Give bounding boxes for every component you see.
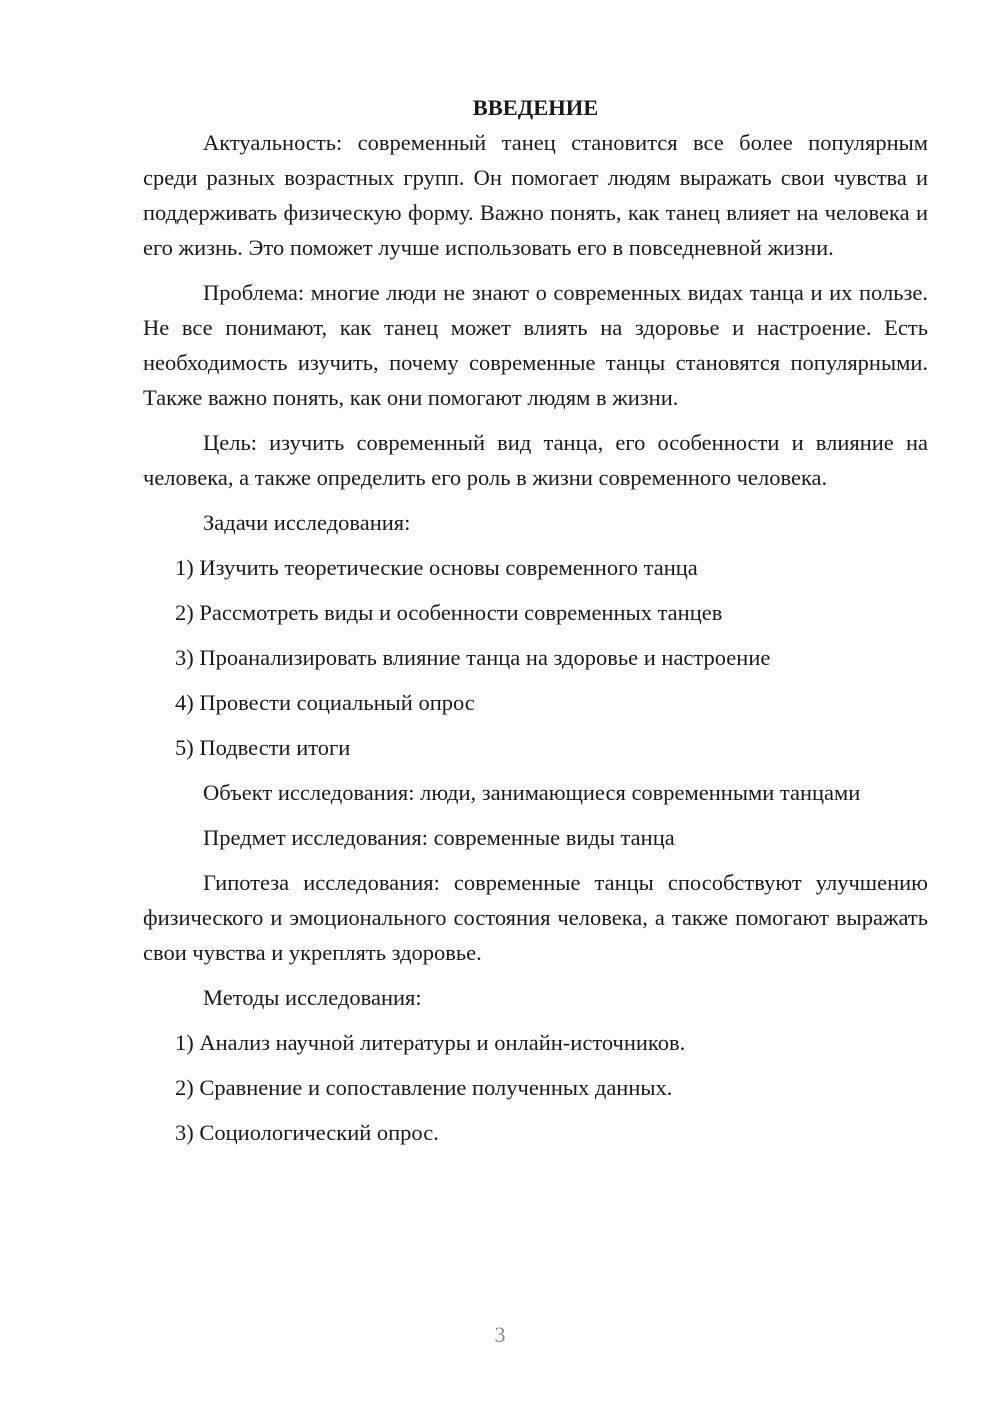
list-item: 2) Сравнение и сопоставление полученных данных.: [175, 1075, 673, 1100]
list-item: 1) Изучить теоретические основы современного танца: [175, 555, 698, 580]
list-item: 3) Социологический опрос.: [175, 1120, 439, 1145]
list-item: 5) Подвести итоги: [175, 735, 351, 760]
paragraph-goal: Цель: изучить современный вид танца, его особенности и влияние на человека, а также определить его роль в жизни современного человека.: [143, 430, 928, 490]
list-item: 2) Рассмотреть виды и особенности современных танцев: [175, 600, 723, 625]
paragraph-object: Объект исследования: люди, занимающиеся современными танцами: [203, 780, 861, 805]
tasks-label: Задачи исследования:: [203, 510, 411, 535]
tasks-list: [143, 550, 928, 765]
section-title: ВВЕДЕНИЕ: [472, 95, 599, 120]
list-item: 3) Проанализировать влияние танца на здоровье и настроение: [175, 645, 771, 670]
document-page: [143, 90, 928, 1160]
methods-list: [143, 1025, 928, 1150]
paragraph-relevance: Актуальность: современный танец становится все более популярным среди разных возрастных групп. Он помогает людям выражать свои чувства и поддерживать физическую форму. Важно понять, как танец влияет на человека и его жизнь. Это поможет лучше использовать его в повседневной жизни.: [143, 130, 928, 260]
paragraph-hypothesis: Гипотеза исследования: современные танцы способствуют улучшению физического и эмоционального состояния человека, а также помогают выражать свои чувства и укреплять здоровье.: [143, 870, 928, 965]
page-number: 3: [494, 1322, 506, 1347]
paragraph-problem: Проблема: многие люди не знают о современных видах танца и их пользе. Не все понимают, как танец может влиять на здоровье и настроение. Есть необходимость изучить, почему современные танцы становятся популярными. Также важно понять, как они помогают людям в жизни.: [143, 280, 928, 410]
methods-label: Методы исследования:: [203, 985, 422, 1010]
list-item: 4) Провести социальный опрос: [175, 690, 475, 715]
list-item: 1) Анализ научной литературы и онлайн-источников.: [175, 1030, 686, 1055]
paragraph-subject: Предмет исследования: современные виды танца: [203, 825, 675, 850]
